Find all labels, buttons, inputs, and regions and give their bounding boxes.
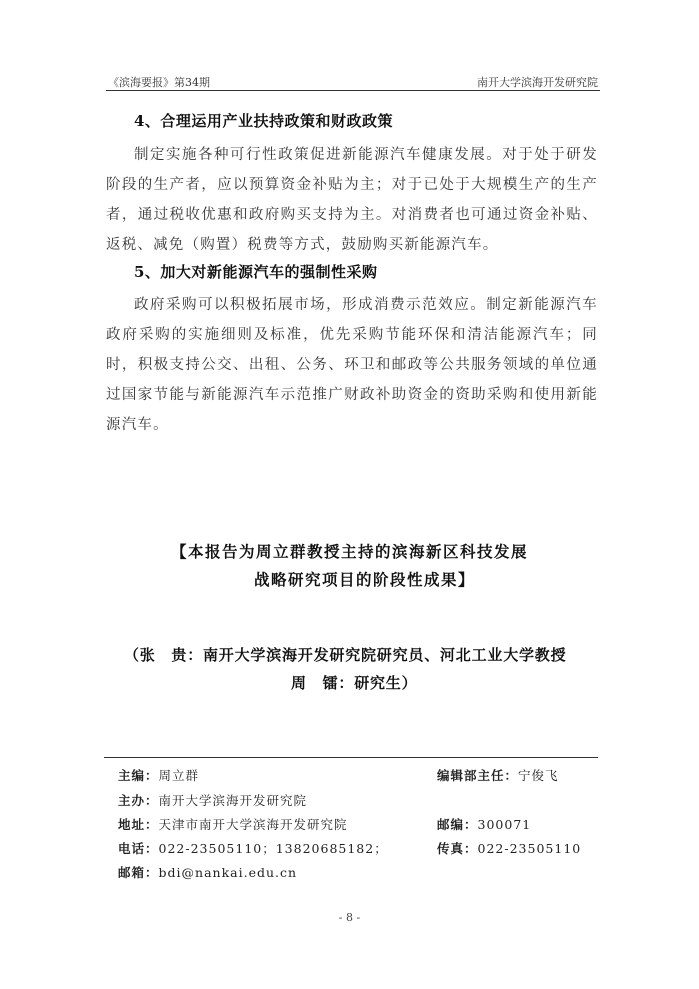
section-heading-5: 5、加大对新能源汽车的强制性采购 (134, 263, 378, 281)
footer-address-value: 天津市南开大学滨海开发研究院 (158, 817, 348, 832)
header-institution: 南开大学滨海开发研究院 (477, 76, 598, 89)
report-note (0, 538, 699, 594)
footer-postcode (437, 815, 531, 833)
running-header (108, 74, 598, 90)
footer-host-label: 主办： (118, 793, 159, 808)
footer-address-label: 地址： (118, 817, 159, 832)
footer-postcode-value: 300071 (477, 817, 532, 832)
author-line-2: 周 镭：研究生） (291, 674, 418, 692)
footer-email-label: 邮箱： (118, 865, 159, 880)
header-divider (106, 90, 600, 91)
page-number: - 8 - (338, 911, 361, 924)
footer-address (118, 815, 348, 833)
footer-editor-value: 周立群 (158, 768, 200, 783)
footer-fax-label: 传真： (437, 841, 478, 856)
footer-email-value: bdi@nankai.edu.cn (158, 865, 298, 880)
footer-director-value: 宁俊飞 (518, 768, 559, 783)
author-line-1: （张 贵：南开大学滨海开发研究院研究员、河北工业大学教授 (124, 646, 567, 664)
footer-fax (437, 839, 581, 857)
footer-editor (118, 766, 199, 784)
section-paragraph-5: 政府采购可以积极拓展市场，形成消费示范效应。制定新能源汽车政府采购的实施细则及标准，优先采购节能环保和清洁能源汽车；同时，积极支持公交、出租、公务、环卫和邮政等公共服务领域的单位通过国家节能与新能源汽车示范推广财政补助资金的资助采购和使用新能源汽车。 (106, 297, 598, 433)
footer-director-label: 编辑部主任： (437, 768, 519, 783)
footer-email (118, 863, 297, 881)
section-heading-4: 4、合理运用产业扶持政策和财政政策 (134, 112, 393, 130)
report-note-line-2: 战略研究项目的阶段性成果】 (253, 570, 475, 589)
footer-phone-label: 电话： (118, 841, 159, 856)
footer-director (437, 766, 559, 784)
footer-postcode-label: 邮编： (437, 817, 478, 832)
footer-phone-value: 022-23505110；13820685182； (158, 841, 388, 856)
footer-editor-label: 主编： (118, 768, 159, 783)
report-note-line-1: 【本报告为周立群教授主持的滨海新区科技发展 (170, 542, 528, 561)
footer-divider (104, 757, 598, 758)
section-paragraph-4: 制定实施各种可行性政策促进新能源汽车健康发展。对于处于研发阶段的生产者，应以预算资金补贴为主；对于已处于大规模生产的生产者，通过税收优惠和政府购买支持为主。对消费者也可通过资金补贴、返税、减免（购置）税费等方式，鼓励购买新能源汽车。 (106, 147, 598, 253)
header-journal-issue: 《滨海要报》第34期 (108, 76, 210, 89)
footer-phone (118, 839, 388, 857)
footer-host-value: 南开大学滨海开发研究院 (158, 793, 308, 808)
footer-host (118, 791, 307, 809)
footer-fax-value: 022-23505110 (477, 841, 582, 856)
